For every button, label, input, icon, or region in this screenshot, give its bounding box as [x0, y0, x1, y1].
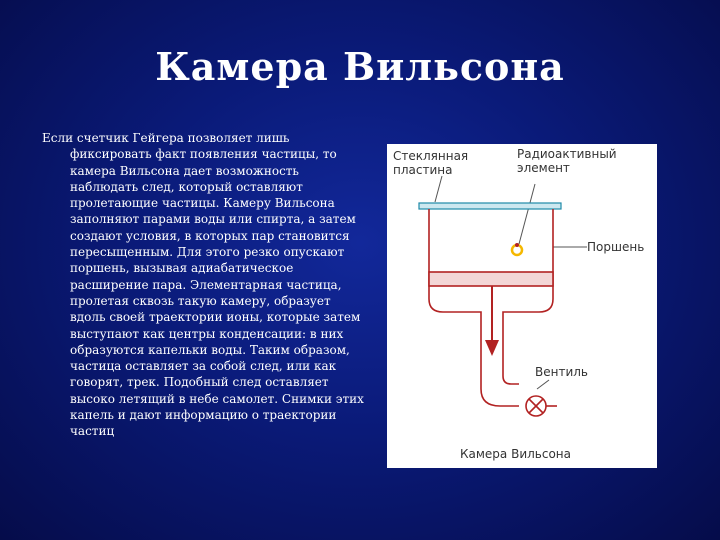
label-glass-plate	[393, 149, 468, 177]
label-source-line2: элемент	[517, 161, 570, 175]
source-leader-line	[519, 184, 535, 244]
valve-leader-line	[537, 380, 549, 389]
piston-arrow-head	[485, 340, 499, 356]
label-valve: Вентиль	[535, 365, 588, 379]
slide-title: Камера Вильсона	[155, 44, 565, 89]
diagram-caption: Камера Вильсона	[460, 447, 572, 461]
wilson-chamber-diagram	[387, 144, 657, 468]
piston	[429, 272, 553, 286]
glass-plate	[419, 203, 561, 209]
label-source-line1: Радиоактивный	[517, 147, 617, 161]
body-text	[42, 130, 364, 440]
diagram-drawing	[387, 144, 657, 468]
label-glass-line2: пластина	[393, 163, 453, 177]
label-piston: Поршень	[587, 240, 645, 254]
label-radioactive-element	[517, 147, 617, 175]
label-glass-line1: Стеклянная	[393, 149, 469, 163]
body-paragraph: Если счетчик Гейгера позволяет лишь фиксировать факт появления частицы, то камера Вильсона дает возможность наблюдать след, который оставляют пролетающие частицы. Камеру Вильсона заполняют парами воды или спирта, а затем создают условия, в которых пар становится пересыщенным. Для этого резко опускают поршень, вызывая адиабатическое расширение пара. Элементарная частица, пролетая сквозь такую камеру, образует вдоль своей траектории ионы, которые затем выступают как центры конденсации: в них образуются капельки воды. Таким образом, частица оставляет за собой след, или как говорят, трек. Подобный след оставляет высоко летящий в небе самолет. Снимки этих капель и дают информацию о траектории частиц	[42, 131, 364, 439]
glass-leader-line	[435, 176, 442, 202]
radioactive-source-dot	[515, 243, 519, 247]
